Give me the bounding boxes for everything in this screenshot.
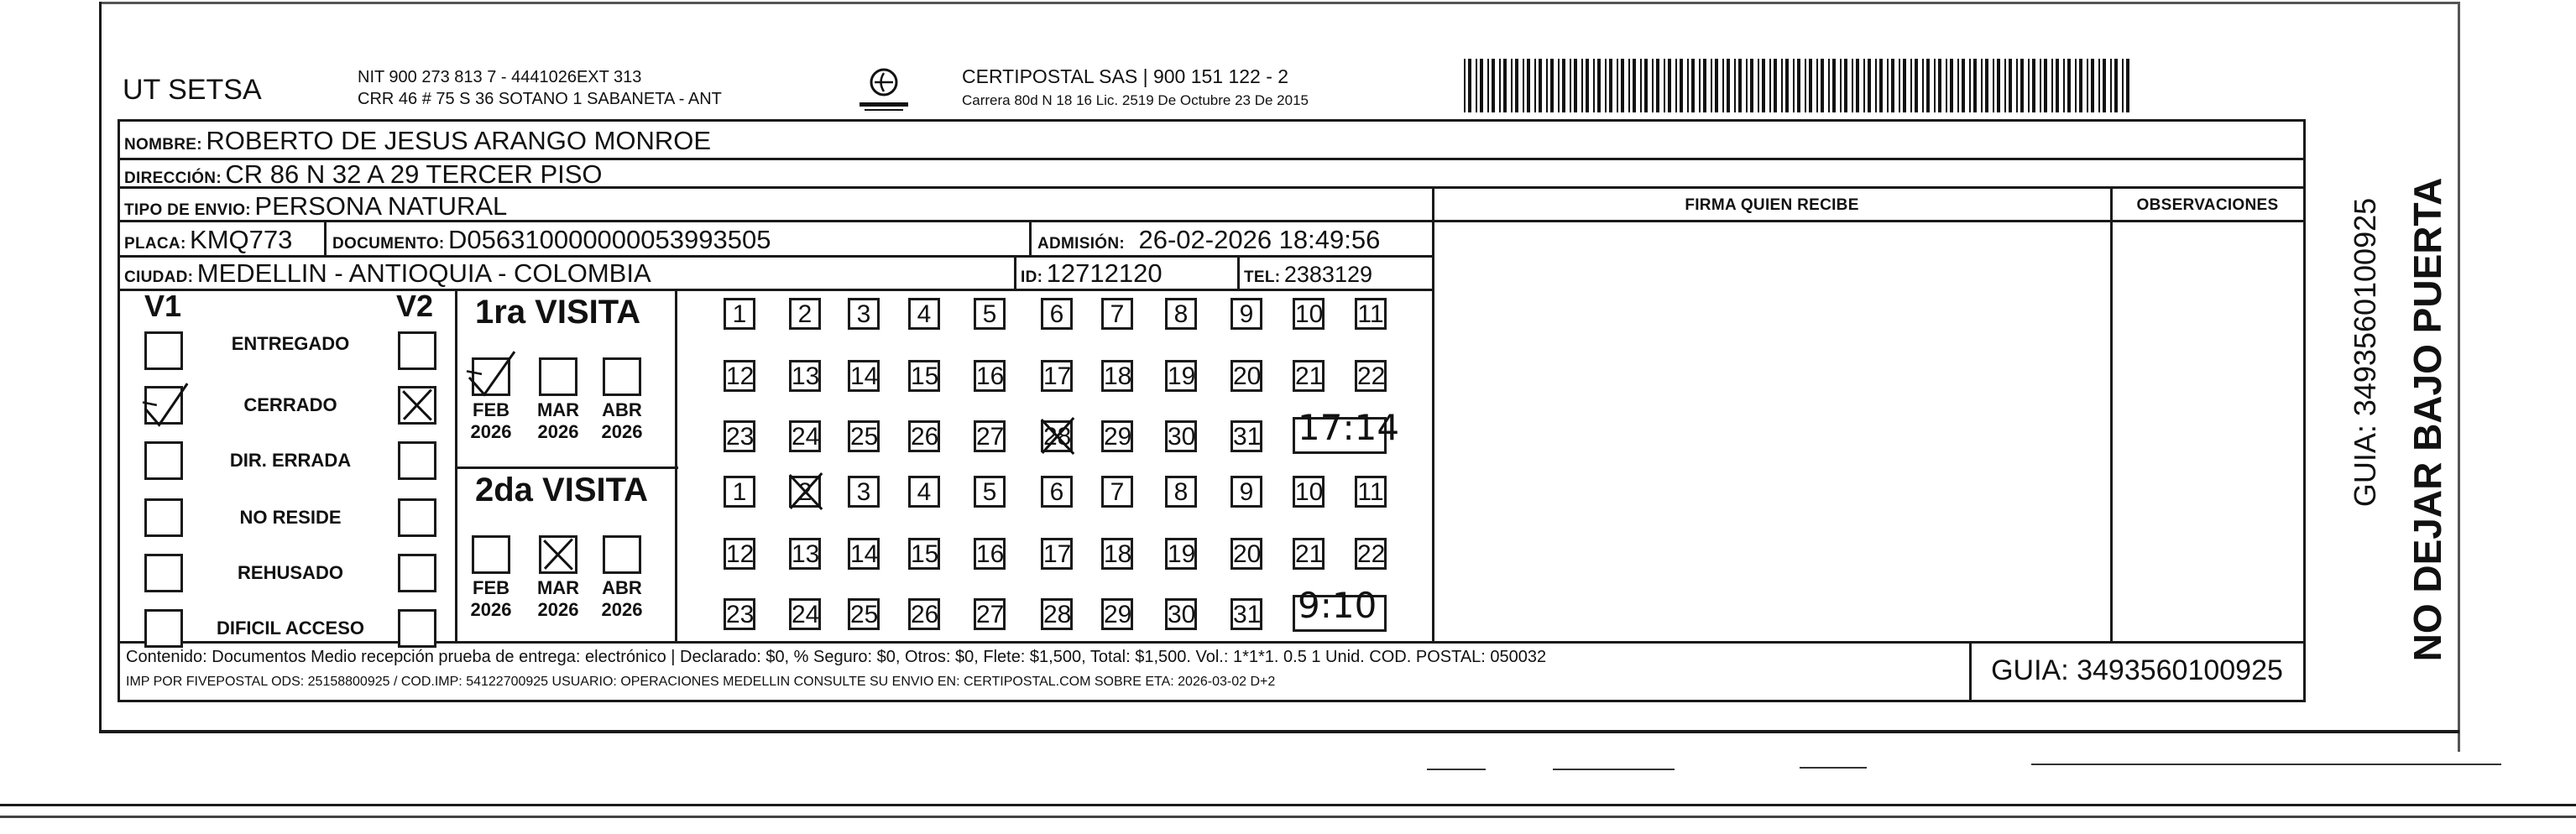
day-box[interactable]: 1 bbox=[724, 476, 755, 508]
documento-label: DOCUMENTO: bbox=[332, 235, 445, 253]
grid-line bbox=[675, 289, 677, 643]
certipostal-license: Carrera 80d N 18 16 Lic. 2519 De Octubre 23 De 2015 bbox=[962, 92, 1309, 108]
check-mark bbox=[143, 383, 190, 430]
day-box[interactable]: 13 bbox=[789, 360, 821, 392]
footer-guia: GUIA: 3493560100925 bbox=[1991, 654, 2283, 686]
nombre-row bbox=[124, 126, 711, 156]
day-box[interactable]: 12 bbox=[724, 360, 755, 392]
day-box[interactable]: 6 bbox=[1041, 476, 1073, 508]
nombre-label: NOMBRE: bbox=[124, 136, 202, 154]
grid-line bbox=[118, 119, 2305, 122]
page-top-edge bbox=[99, 2, 2459, 4]
month-label: ABR bbox=[602, 577, 642, 598]
scan-artifact bbox=[1607, 769, 1675, 770]
day-box[interactable]: 4 bbox=[908, 298, 940, 330]
year-label: 2026 bbox=[601, 421, 643, 442]
observaciones-label: OBSERVACIONES bbox=[2136, 196, 2279, 214]
day-box[interactable]: 29 bbox=[1101, 420, 1133, 452]
grid-line bbox=[1237, 255, 1240, 290]
placa-value: KMQ773 bbox=[190, 225, 293, 254]
day-box[interactable]: 12 bbox=[724, 538, 755, 570]
direccion-value: CR 86 N 32 A 29 TERCER PISO bbox=[225, 159, 603, 189]
year-label: 2026 bbox=[601, 599, 643, 620]
footer-contenido: Contenido: Documentos Medio recepción prueba de entrega: electrónico | Declarado: $0, % Seguro: $0, Otros: $0, Flete: $1,500, Total: $1,500. Vol.: 1*1*1. 0.5 1 Unid. COD. POSTAL: 050032 bbox=[126, 648, 1547, 666]
year-label: 2026 bbox=[537, 599, 579, 620]
day-box[interactable]: 30 bbox=[1165, 598, 1197, 630]
month-label: FEB bbox=[473, 399, 509, 420]
day-box[interactable]: 10 bbox=[1293, 298, 1325, 330]
day-box[interactable]: 21 bbox=[1293, 360, 1325, 392]
month-checkbox[interactable] bbox=[472, 535, 510, 574]
v2-checkbox[interactable] bbox=[398, 331, 436, 370]
ciudad-row bbox=[124, 258, 651, 289]
placa-label: PLACA: bbox=[124, 235, 186, 253]
day-box[interactable]: 18 bbox=[1101, 360, 1133, 392]
day-box[interactable]: 23 bbox=[724, 598, 755, 630]
cross-mark bbox=[400, 388, 435, 423]
side-warning: NO DEJAR BAJO PUERTA bbox=[2406, 177, 2449, 662]
company-address: CRR 46 # 75 S 36 SOTANO 1 SABANETA - ANT bbox=[358, 90, 722, 108]
day-box[interactable]: 1 bbox=[724, 298, 755, 330]
admision-label: ADMISIÓN: bbox=[1037, 235, 1126, 253]
scan-artifact bbox=[2031, 764, 2501, 765]
month-checkbox[interactable] bbox=[539, 357, 577, 396]
id-row bbox=[1021, 258, 1163, 289]
paper-fold-line bbox=[0, 804, 2576, 806]
grid-line bbox=[1432, 186, 1434, 643]
status-option-label: DIR. ERRADA bbox=[229, 450, 352, 471]
form-left-edge bbox=[99, 2, 102, 732]
day-box[interactable]: 13 bbox=[789, 538, 821, 570]
month-label: ABR bbox=[602, 399, 642, 420]
day-box[interactable]: 10 bbox=[1293, 476, 1325, 508]
scan-artifact bbox=[1427, 769, 1486, 770]
day-box[interactable]: 8 bbox=[1165, 476, 1197, 508]
hour-handwritten: 9:10 bbox=[1298, 585, 1377, 626]
day-box[interactable]: 15 bbox=[908, 538, 940, 570]
day-box[interactable]: 22 bbox=[1355, 538, 1387, 570]
month-label: MAR bbox=[536, 577, 580, 598]
day-box[interactable]: 26 bbox=[908, 598, 940, 630]
company-nit: NIT 900 273 813 7 - 4441026EXT 313 bbox=[358, 68, 642, 86]
day-box[interactable]: 7 bbox=[1101, 476, 1133, 508]
day-box[interactable]: 24 bbox=[789, 420, 821, 452]
day-box[interactable]: 8 bbox=[1165, 298, 1197, 330]
day-box[interactable]: 28 bbox=[1041, 598, 1073, 630]
scan-artifact bbox=[1553, 769, 1612, 770]
v2-checkbox[interactable] bbox=[398, 498, 436, 537]
v1-checkbox[interactable] bbox=[144, 609, 183, 648]
ciudad-value: MEDELLIN - ANTIOQUIA - COLOMBIA bbox=[196, 258, 651, 288]
day-box[interactable]: 21 bbox=[1293, 538, 1325, 570]
placa-row bbox=[124, 225, 292, 255]
day-box[interactable]: 14 bbox=[848, 360, 880, 392]
visit1-title: 1ra VISITA bbox=[475, 294, 641, 331]
check-mark bbox=[467, 351, 517, 399]
status-option-label: DIFICIL ACCESO bbox=[216, 618, 364, 639]
day-box[interactable]: 9 bbox=[1231, 476, 1262, 508]
day-box[interactable]: 19 bbox=[1165, 538, 1197, 570]
year-label: 2026 bbox=[470, 421, 512, 442]
v1-checkbox[interactable] bbox=[144, 498, 183, 537]
day-box[interactable]: 19 bbox=[1165, 360, 1197, 392]
ciudad-label: CIUDAD: bbox=[124, 268, 194, 286]
firma-label: FIRMA QUIEN RECIBE bbox=[1685, 196, 1859, 214]
status-option-label: ENTREGADO bbox=[231, 333, 350, 354]
cross-mark bbox=[1037, 415, 1078, 457]
v2-checkbox[interactable] bbox=[398, 609, 436, 648]
year-label: 2026 bbox=[470, 599, 512, 620]
day-box[interactable]: 26 bbox=[908, 420, 940, 452]
grid-line bbox=[1029, 220, 1032, 257]
tel-value: 2383129 bbox=[1283, 262, 1372, 287]
company-name: UT SETSA bbox=[123, 74, 262, 106]
tel-label: TEL: bbox=[1244, 268, 1281, 286]
day-box[interactable]: 2 bbox=[789, 476, 821, 508]
day-box[interactable]: 16 bbox=[974, 360, 1006, 392]
day-box[interactable]: 23 bbox=[724, 420, 755, 452]
grid-line bbox=[118, 255, 1434, 258]
certipostal-name: CERTIPOSTAL SAS | 900 151 122 - 2 bbox=[962, 65, 1289, 87]
day-box[interactable]: 2 bbox=[789, 298, 821, 330]
day-box[interactable]: 28 bbox=[1041, 420, 1073, 452]
day-box[interactable]: 14 bbox=[848, 538, 880, 570]
form-bottom-edge bbox=[99, 730, 2459, 733]
day-box[interactable]: 25 bbox=[848, 598, 880, 630]
status-option-label: CERRADO bbox=[243, 394, 337, 415]
day-box[interactable]: 24 bbox=[789, 598, 821, 630]
day-box[interactable]: 3 bbox=[848, 298, 880, 330]
nombre-value: ROBERTO DE JESUS ARANGO MONROE bbox=[206, 126, 712, 155]
day-box[interactable]: 6 bbox=[1041, 298, 1073, 330]
grid-line bbox=[2110, 186, 2113, 643]
status-option-label: REHUSADO bbox=[238, 562, 343, 583]
admision-row bbox=[1037, 225, 1380, 255]
v1-label: V1 bbox=[144, 289, 182, 323]
day-box[interactable]: 18 bbox=[1101, 538, 1133, 570]
v2-checkbox[interactable] bbox=[398, 441, 436, 480]
grid-line bbox=[1969, 641, 1972, 701]
day-box[interactable]: 3 bbox=[848, 476, 880, 508]
day-box[interactable]: 4 bbox=[908, 476, 940, 508]
day-box[interactable]: 29 bbox=[1101, 598, 1133, 630]
cross-mark bbox=[786, 471, 826, 513]
v2-checkbox[interactable] bbox=[398, 554, 436, 592]
grid-line bbox=[118, 119, 120, 702]
tipo-envio-row bbox=[124, 191, 507, 222]
v1-checkbox[interactable] bbox=[144, 554, 183, 592]
grid-line bbox=[455, 467, 678, 469]
month-label: FEB bbox=[473, 577, 509, 598]
cross-mark bbox=[541, 537, 576, 572]
grid-line bbox=[1014, 255, 1016, 290]
day-box[interactable]: 9 bbox=[1231, 298, 1262, 330]
day-box[interactable]: 20 bbox=[1231, 538, 1262, 570]
day-box[interactable]: 27 bbox=[974, 598, 1006, 630]
day-box[interactable]: 7 bbox=[1101, 298, 1133, 330]
documento-row bbox=[332, 225, 771, 255]
day-box[interactable]: 17 bbox=[1041, 538, 1073, 570]
barcode bbox=[1464, 59, 2132, 112]
month-label: MAR bbox=[536, 399, 580, 420]
day-box[interactable]: 22 bbox=[1355, 360, 1387, 392]
day-box[interactable]: 20 bbox=[1231, 360, 1262, 392]
month-checkbox[interactable] bbox=[603, 357, 641, 396]
direccion-label: DIRECCIÓN: bbox=[124, 169, 222, 187]
year-label: 2026 bbox=[537, 421, 579, 442]
id-value: 12712120 bbox=[1046, 258, 1163, 288]
v2-label: V2 bbox=[396, 289, 434, 323]
day-box[interactable]: 31 bbox=[1231, 420, 1262, 452]
day-box[interactable]: 5 bbox=[974, 476, 1006, 508]
documento-value: D056310000000053993505 bbox=[448, 225, 771, 254]
day-box[interactable]: 25 bbox=[848, 420, 880, 452]
day-box[interactable]: 5 bbox=[974, 298, 1006, 330]
grid-line bbox=[118, 700, 2305, 702]
scan-artifact bbox=[1800, 767, 1867, 769]
day-box[interactable]: 31 bbox=[1231, 598, 1262, 630]
footer-imp: IMP POR FIVEPOSTAL ODS: 25158800925 / COD.IMP: 54122700925 USUARIO: OPERACIONES MEDELLIN CONSULTE SU ENVIO EN: CERTIPOSTAL.COM SOBRE ETA: 2026-03-02 D+2 bbox=[126, 675, 1276, 689]
grid-line bbox=[455, 289, 457, 643]
hour-handwritten: 17:14 bbox=[1298, 407, 1400, 448]
certipostal-logo bbox=[854, 65, 913, 116]
visit2-title: 2da VISITA bbox=[475, 472, 648, 508]
day-box[interactable]: 27 bbox=[974, 420, 1006, 452]
tel-row bbox=[1244, 262, 1372, 288]
grid-line bbox=[2303, 119, 2306, 702]
paper-fold-line-2 bbox=[0, 816, 2576, 818]
tipo-envio-label: TIPO DE ENVIO: bbox=[124, 201, 251, 219]
grid-line bbox=[1434, 220, 2304, 222]
day-box[interactable]: 16 bbox=[974, 538, 1006, 570]
day-box[interactable]: 15 bbox=[908, 360, 940, 392]
page-right-edge bbox=[2458, 2, 2460, 752]
grid-line bbox=[324, 220, 327, 257]
day-box[interactable]: 17 bbox=[1041, 360, 1073, 392]
day-box[interactable]: 11 bbox=[1355, 476, 1387, 508]
month-checkbox[interactable] bbox=[603, 535, 641, 574]
v1-checkbox[interactable] bbox=[144, 331, 183, 370]
id-label: ID: bbox=[1021, 268, 1043, 286]
grid-line bbox=[118, 641, 2305, 644]
side-guia: GUIA: 3493560100925 bbox=[2348, 197, 2382, 508]
grid-line bbox=[118, 289, 1434, 291]
direccion-row bbox=[124, 159, 603, 190]
day-box[interactable]: 30 bbox=[1165, 420, 1197, 452]
v1-checkbox[interactable] bbox=[144, 441, 183, 480]
admision-value: 26-02-2026 18:49:56 bbox=[1138, 225, 1381, 254]
day-box[interactable]: 11 bbox=[1355, 298, 1387, 330]
status-option-label: NO RESIDE bbox=[239, 507, 342, 528]
tipo-envio-value: PERSONA NATURAL bbox=[254, 191, 508, 221]
